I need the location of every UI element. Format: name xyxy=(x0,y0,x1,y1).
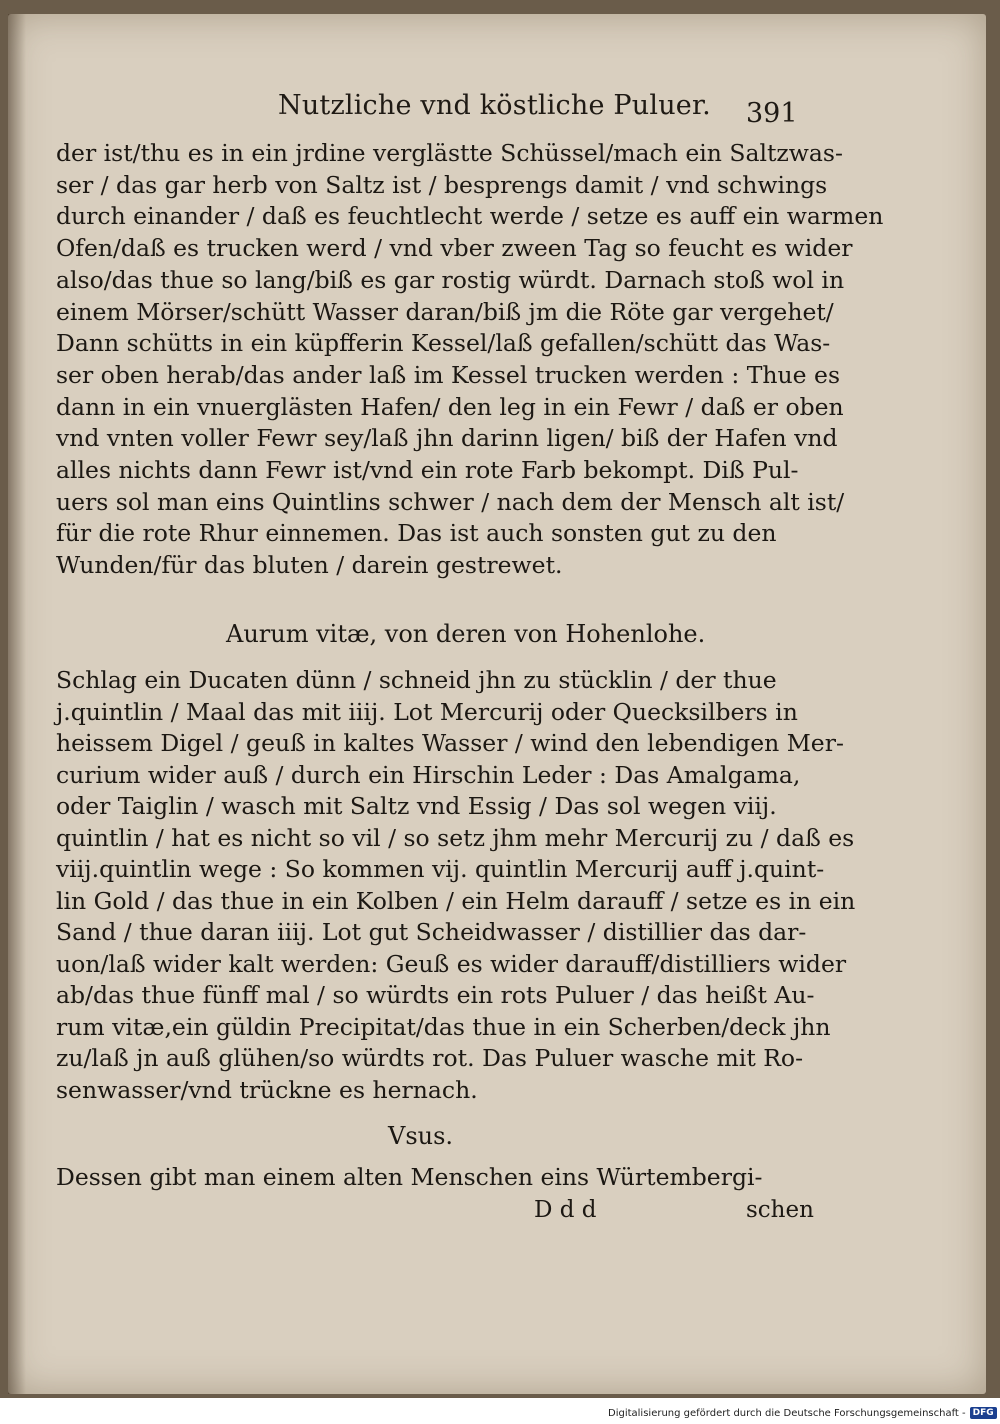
text-line: dann in ein vnuerglästen Hafen/ den leg in ein Fewr / daß er oben xyxy=(56,392,844,421)
text-line: also/das thue so lang/biß es gar rostig würdt. Darnach stoß wol in xyxy=(56,265,845,294)
text-line: Ofen/daß es trucken werd / vnd vber zween Tag so feucht es wider xyxy=(56,234,853,263)
text-line: rum vitæ,ein güldin Precipitat/das thue in ein Scherben/deck jhn xyxy=(56,1012,831,1041)
text-line: ab/das thue fünff mal / so würdts ein rots Puluer / das heißt Au- xyxy=(56,981,815,1009)
text-line: lin Gold / das thue in ein Kolben / ein Helm darauff / setze es in ein xyxy=(56,886,856,915)
text-line: ser / das gar herb von Saltz ist / besprengs damit / vnd schwings xyxy=(56,170,828,199)
text-line: Wunden/für das bluten / darein gestrewet. xyxy=(56,551,563,580)
text-line: Schlag ein Ducaten dünn / schneid jhn zu stücklin / der thue xyxy=(56,666,777,694)
text-line: Dessen gibt man einem alten Menschen eins Würtembergi- xyxy=(56,1163,763,1191)
text-line: durch einander / daß es feuchtlecht werde / setze es auff ein warmen xyxy=(56,202,884,231)
signature-mark: D d d xyxy=(534,1197,597,1223)
text-block-usus xyxy=(56,1162,800,1194)
text-line: der ist/thu es in ein jrdine verglästte Schüssel/mach ein Saltzwas- xyxy=(56,139,843,167)
footer-text: Digitalisierung gefördert durch die Deutsche Forschungsgemeinschaft - xyxy=(608,1407,966,1419)
section-heading: Aurum vitæ, von deren von Hohenlohe. xyxy=(226,620,706,648)
text-line: Sand / thue daran iiij. Lot gut Scheidwasser / distillier das dar- xyxy=(56,918,807,946)
text-line: vnd vnten voller Fewr sey/laß jhn darinn ligen/ biß der Hafen vnd xyxy=(56,424,838,453)
catchword: schen xyxy=(746,1197,814,1223)
text-line: für die rote Rhur einnemen. Das ist auch sonsten gut zu den xyxy=(56,519,777,548)
book-page xyxy=(8,14,986,1394)
text-block-powder-recipe xyxy=(56,138,884,582)
text-block-aurum-vitae xyxy=(56,665,856,1106)
text-line: alles nichts dann Fewr ist/vnd ein rote Farb bekompt. Diß Pul- xyxy=(56,456,799,485)
text-line: ser oben herab/das ander laß im Kessel trucken werden : Thue es xyxy=(56,360,841,389)
text-line: uon/laß wider kalt werden: Geuß es wider darauff/distilliers wider xyxy=(56,949,847,978)
text-line: senwasser/vnd trückne es hernach. xyxy=(56,1075,478,1104)
text-line: uers sol man eins Quintlins schwer / nach dem der Mensch alt ist/ xyxy=(56,487,845,516)
text-line: oder Taiglin / wasch mit Saltz vnd Essig / Das sol wegen viij. xyxy=(56,792,777,820)
text-line: curium wider auß / durch ein Hirschin Leder : Das Amalgama, xyxy=(56,760,801,789)
text-line: einem Mörser/schütt Wasser daran/biß jm die Röte gar vergehet/ xyxy=(56,297,834,326)
text-line: heissem Digel / geuß in kaltes Wasser / wind den lebendigen Mer- xyxy=(56,729,844,757)
text-line: Dann schütts in ein küpfferin Kessel/laß gefallen/schütt das Was- xyxy=(56,329,831,358)
digitization-footer xyxy=(608,1407,997,1419)
text-line: j.quintlin / Maal das mit iiij. Lot Mercurij oder Quecksilbers in xyxy=(56,697,798,726)
text-line: quintlin / hat es nicht so vil / so setz jhm mehr Mercurij zu / daß es xyxy=(56,823,855,852)
running-head: Nutzliche vnd köstliche Puluer. xyxy=(278,90,711,121)
page-number: 391 xyxy=(746,98,798,129)
text-line: viij.quintlin wege : So kommen vij. quintlin Mercurij auff j.quint- xyxy=(56,855,825,883)
dfg-logo: DFG xyxy=(970,1407,997,1419)
section-subheading: Vsus. xyxy=(388,1122,454,1150)
text-line: zu/laß jn auß glühen/so würdts rot. Das Puluer wasche mit Ro- xyxy=(56,1044,804,1072)
